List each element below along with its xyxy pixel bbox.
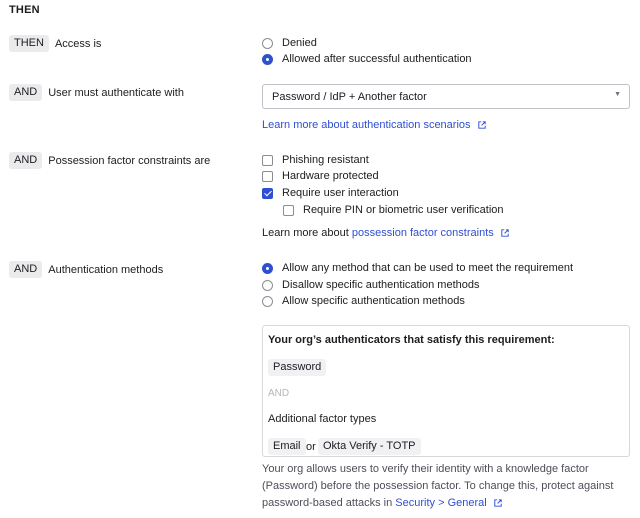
authenticate-label: User must authenticate with bbox=[48, 86, 184, 99]
section-title: THEN bbox=[9, 4, 40, 16]
phishing-resistant-checkbox[interactable] bbox=[262, 155, 273, 166]
authenticate-select[interactable] bbox=[262, 84, 630, 109]
require-user-interaction-option[interactable] bbox=[262, 186, 399, 200]
possession-learn-more bbox=[262, 227, 509, 239]
authenticate-row-label bbox=[9, 84, 184, 101]
disallow-specific-label: Disallow specific authentication methods bbox=[282, 279, 480, 291]
password-chip: Password bbox=[268, 359, 326, 376]
allow-any-method-option[interactable] bbox=[262, 261, 573, 275]
access-row-label bbox=[9, 35, 101, 52]
email-chip: Email bbox=[268, 438, 306, 455]
allow-specific-option[interactable] bbox=[262, 294, 465, 308]
require-user-interaction-checkbox[interactable] bbox=[262, 188, 273, 199]
disallow-specific-option[interactable] bbox=[262, 278, 480, 292]
allow-any-method-radio[interactable] bbox=[262, 263, 273, 274]
okta-verify-totp-chip: Okta Verify - TOTP bbox=[318, 438, 421, 455]
access-denied-label: Denied bbox=[282, 37, 317, 49]
disallow-specific-radio[interactable] bbox=[262, 280, 273, 291]
external-link-icon bbox=[494, 499, 502, 507]
security-general-link[interactable]: Security > General bbox=[395, 497, 487, 509]
and-tag: AND bbox=[9, 152, 42, 169]
and-tag: AND bbox=[9, 84, 42, 101]
authenticate-select-value: Password / IdP + Another factor bbox=[272, 90, 427, 103]
allow-any-method-label: Allow any method that can be used to meet the requirement bbox=[282, 262, 574, 274]
password-note-text: Your org allows users to verify their identity with a knowledge factor (Password) before the possession factor. To change this, protect against password-based attacks in bbox=[262, 463, 614, 509]
require-pin-checkbox[interactable] bbox=[283, 205, 294, 216]
allow-specific-label: Allow specific authentication methods bbox=[282, 295, 465, 307]
phishing-resistant-label: Phishing resistant bbox=[282, 154, 369, 166]
access-allowed-label: Allowed after successful authentication bbox=[282, 53, 472, 65]
access-denied-radio[interactable] bbox=[262, 38, 273, 49]
authentication-scenarios-link-text[interactable]: Learn more about authentication scenarios bbox=[262, 119, 471, 131]
require-pin-label: Require PIN or biometric user verification bbox=[303, 204, 504, 216]
additional-factor-types-label: Additional factor types bbox=[268, 413, 377, 425]
possession-constraints-link[interactable]: possession factor constraints bbox=[351, 227, 494, 239]
authenticators-box-title: Your org’s authenticators that satisfy this requirement: bbox=[268, 334, 555, 346]
external-link-icon bbox=[501, 229, 509, 237]
and-tag: AND bbox=[9, 261, 42, 278]
methods-label: Authentication methods bbox=[48, 263, 164, 276]
external-link-icon bbox=[478, 121, 486, 129]
phishing-resistant-option[interactable] bbox=[262, 153, 369, 167]
possession-row-label bbox=[9, 152, 210, 169]
access-label: Access is bbox=[54, 37, 102, 50]
allow-specific-radio[interactable] bbox=[262, 296, 273, 307]
password-note bbox=[262, 461, 634, 512]
methods-row-label bbox=[9, 261, 163, 278]
and-separator: AND bbox=[268, 388, 290, 399]
hardware-protected-option[interactable] bbox=[262, 169, 379, 183]
require-pin-option[interactable] bbox=[283, 203, 504, 217]
then-tag: THEN bbox=[9, 35, 49, 52]
possession-label: Possession factor constraints are bbox=[48, 154, 211, 167]
require-user-interaction-label: Require user interaction bbox=[282, 187, 399, 199]
possession-learn-prefix: Learn more about bbox=[262, 227, 349, 239]
access-denied-option[interactable] bbox=[262, 36, 317, 50]
access-allowed-option[interactable] bbox=[262, 52, 472, 66]
hardware-protected-checkbox[interactable] bbox=[262, 171, 273, 182]
access-allowed-radio[interactable] bbox=[262, 54, 273, 65]
authentication-scenarios-link[interactable] bbox=[262, 119, 486, 131]
or-separator: or bbox=[306, 441, 316, 453]
hardware-protected-label: Hardware protected bbox=[282, 170, 379, 182]
chevron-down-icon: ▼ bbox=[614, 91, 621, 98]
authenticators-box bbox=[262, 325, 630, 457]
